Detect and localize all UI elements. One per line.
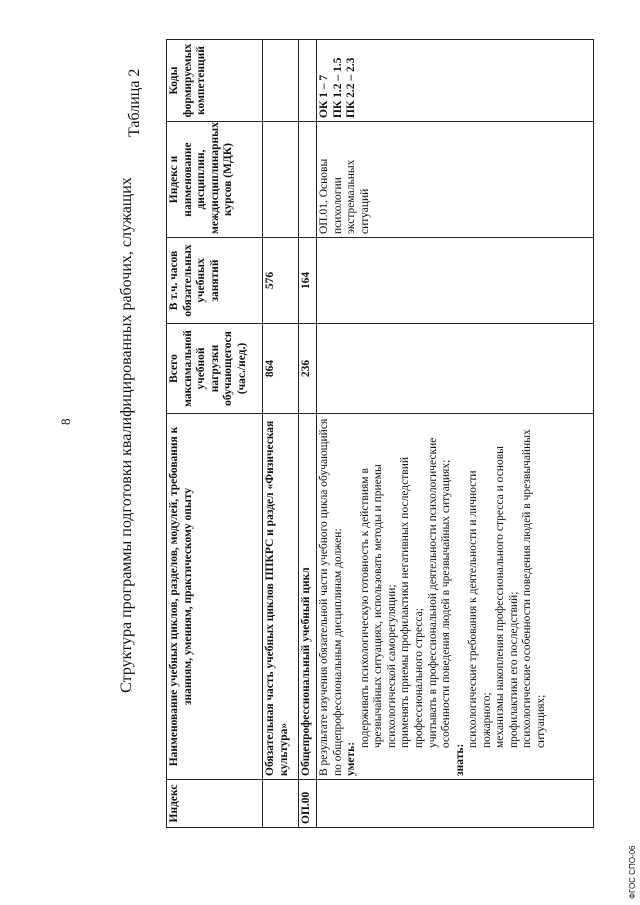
cell-total-hours <box>317 324 594 414</box>
header-total-hours: Всего максимальной учебной нагрузки обучающегося (час./нед.) <box>167 324 263 414</box>
cell-mandatory-hours: 576 <box>263 238 299 324</box>
skill-item: учитывать в профессиональной деятельности психологические особенности поведения людей в чрезвычайных ситуациях; <box>426 437 453 748</box>
cell-mandatory-hours <box>317 238 594 324</box>
table-row-detail <box>317 40 594 828</box>
table-header-row <box>167 40 263 828</box>
cell-competencies <box>317 40 594 122</box>
cell-index <box>263 780 299 828</box>
cell-disciplines: ОП.01. Основы психологии экстремальных ситуаций <box>317 122 594 238</box>
page-number: 8 <box>58 418 73 425</box>
page-caption: Структура программы подготовки квалифицированных рабочих, служащих <box>118 177 135 693</box>
cell-total-hours: 236 <box>299 324 317 414</box>
knowledge-item: психологические особенности поведения людей в чрезвычайных ситуациях; <box>521 429 547 748</box>
cell-name: Обязательная часть учебных циклов ППКРС и раздел «Физическая культура» <box>263 414 299 780</box>
knowledge-item: психологические требования к деятельности и личности пожарного; <box>467 470 493 748</box>
curriculum-table <box>166 39 594 828</box>
cell-name: Общепрофессиональный учебный цикл <box>299 414 317 780</box>
cell-disciplines <box>299 122 317 238</box>
header-competencies: Коды формируемых компетенций <box>167 40 263 122</box>
header-name: Наименование учебных циклов, разделов, модулей, требования к знаниям, умениям, практическому опыту <box>167 414 263 780</box>
skill-item: применять приемы профилактики негативных последствий профессионального стресса; <box>399 456 425 748</box>
cell-requirements <box>317 414 594 780</box>
header-index: Индекс <box>167 780 263 828</box>
cell-disciplines <box>263 122 299 238</box>
cell-index: ОП.00 <box>299 780 317 828</box>
competency-code: ПК 2.2 – 2.3 <box>345 57 358 118</box>
competency-code: ОК 1 – 7 <box>318 74 330 118</box>
skill-item: подерживать психологическую готовность к действиям в чрезвычайных ситуациях, использовать методы и приемы психологической саморегуляции; <box>358 464 398 748</box>
competency-code: ПК 1.2 – 1.5 <box>331 57 344 118</box>
table-label: Таблица 2 <box>126 68 143 137</box>
cell-total-hours: 864 <box>263 324 299 414</box>
knowledge-item: механизмы накопления профессионального стресса и основы профилактики его последствий; <box>494 446 520 748</box>
cell-competencies <box>263 40 299 122</box>
table-row-op <box>299 40 317 828</box>
header-mandatory-hours: В т.ч. часов обязательных учебных занятий <box>167 238 263 324</box>
header-disciplines: Индекс и наименование дисциплин, междисциплинарных курсов (МДК) <box>167 122 263 238</box>
cell-mandatory-hours: 164 <box>299 238 317 324</box>
cell-competencies <box>299 40 317 122</box>
footer-code: ФГОС СПО-06 <box>628 845 637 899</box>
cell-index <box>317 780 594 828</box>
skills-label: уметь: <box>345 741 358 776</box>
requirements-intro: В результате изучения обязательной части учебного цикла обучающийся по общепрофессиональным дисциплинам должен: <box>318 418 344 776</box>
table-row-mandatory <box>263 40 299 828</box>
knowledge-label: знать: <box>453 743 466 776</box>
